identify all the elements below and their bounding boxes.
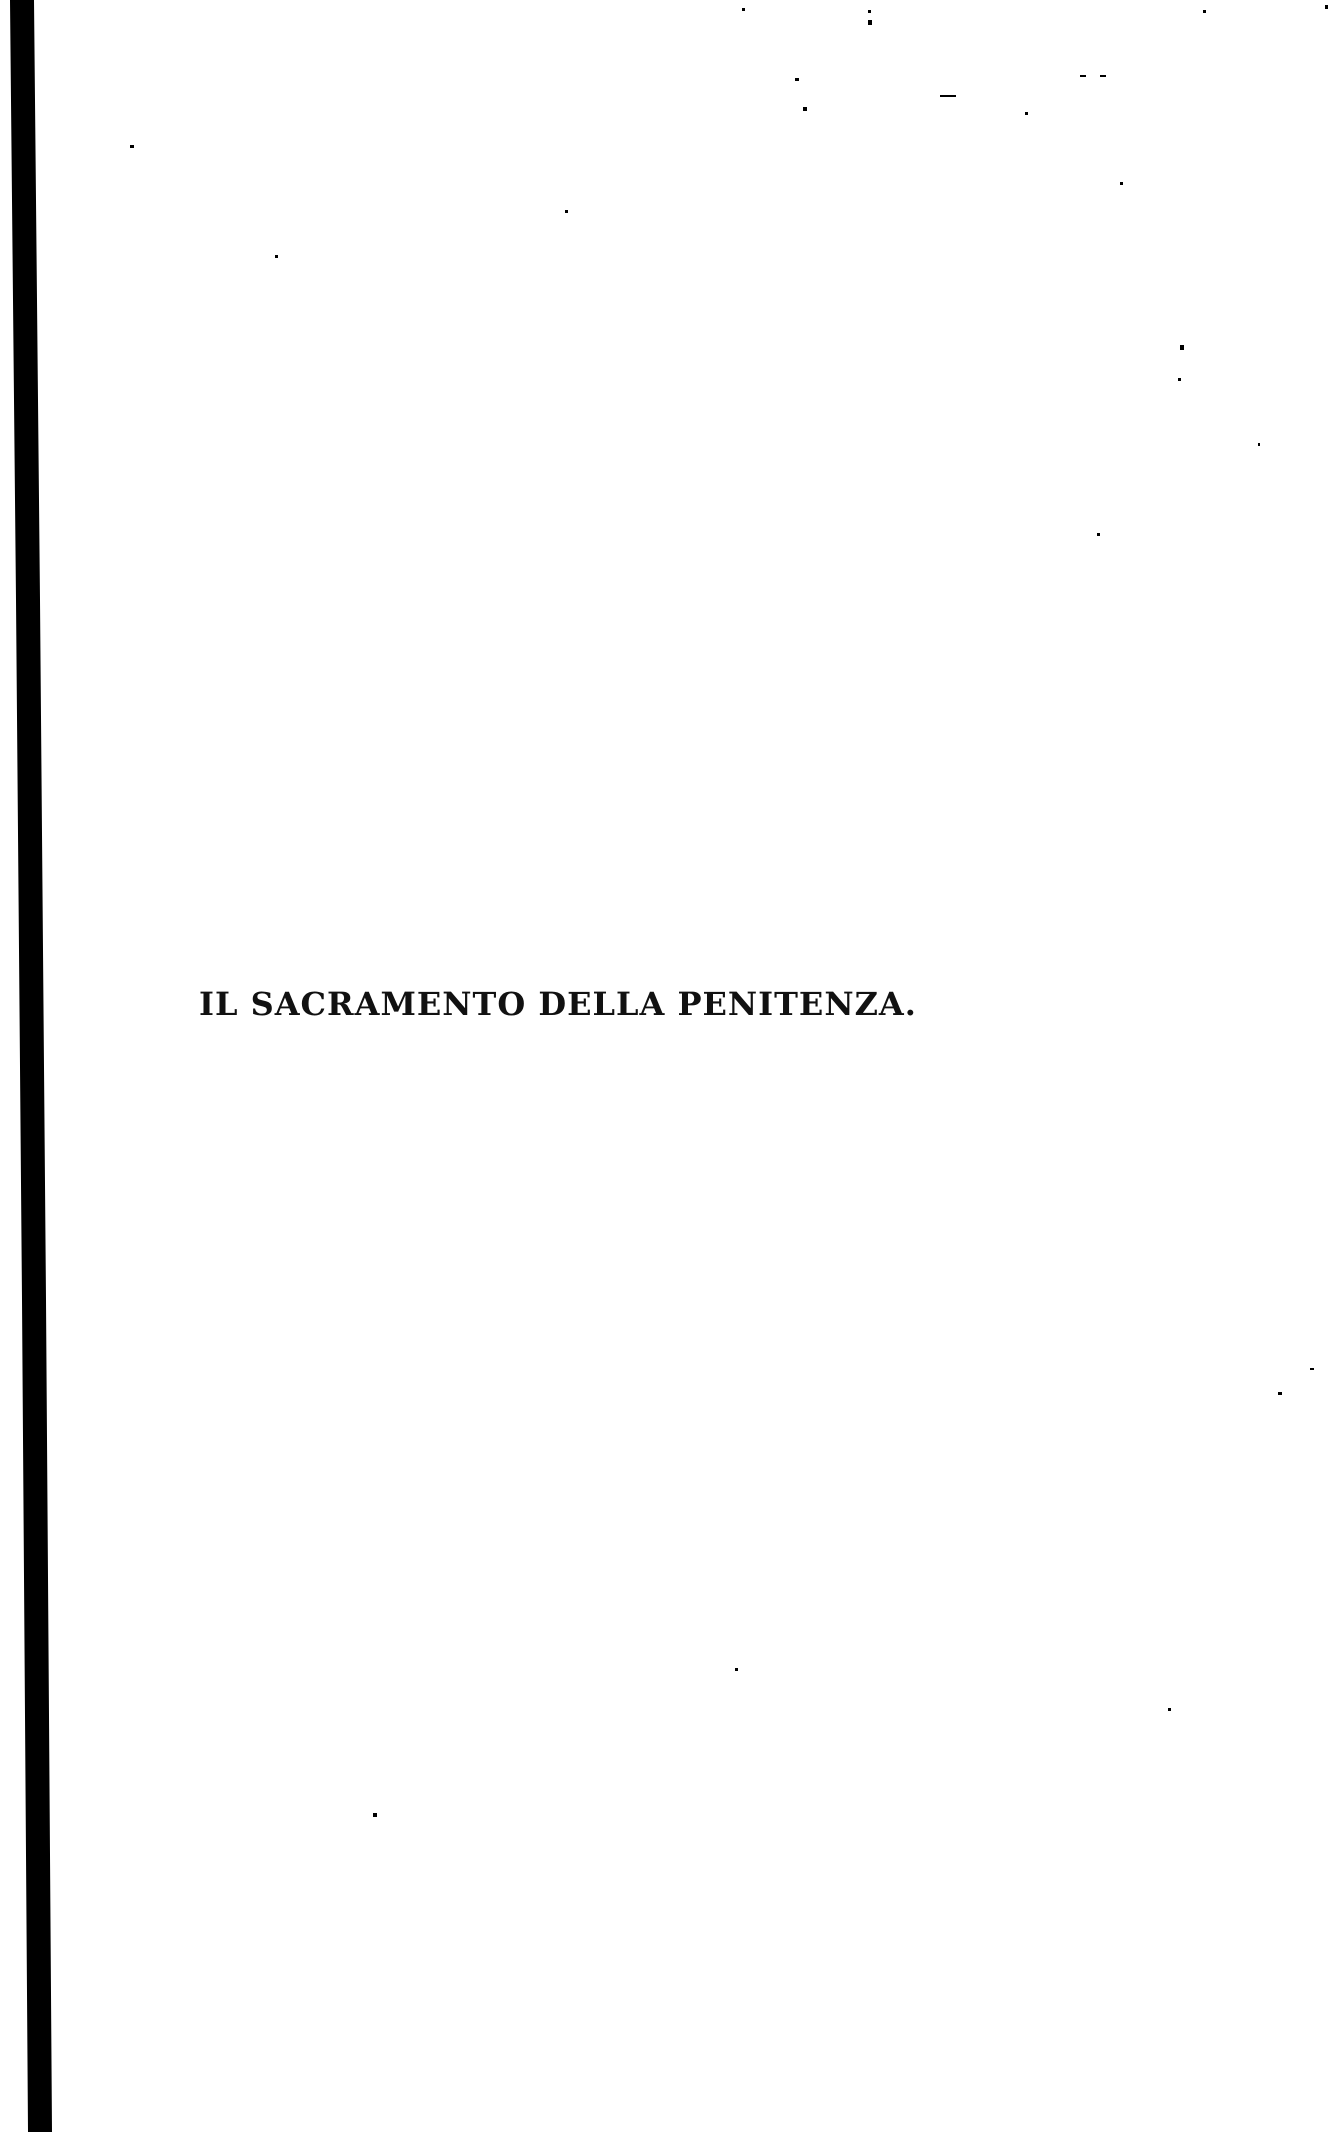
dust-specks — [130, 5, 1328, 1817]
page-title: IL SACRAMENTO DELLA PENITENZA. — [199, 985, 917, 1023]
